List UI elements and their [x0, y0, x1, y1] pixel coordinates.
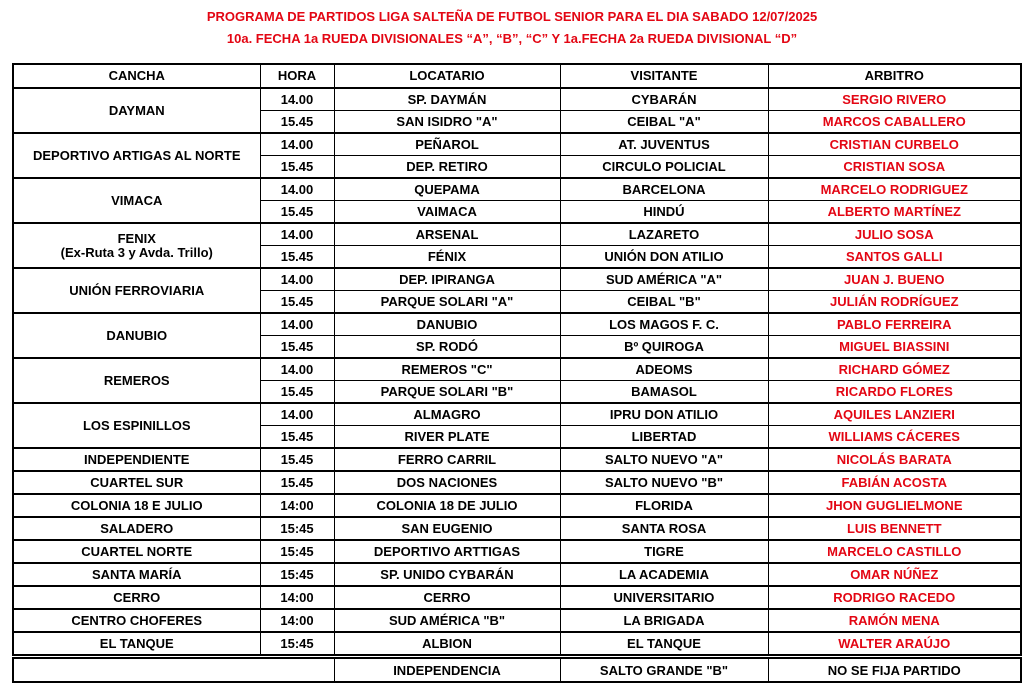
- table-row: [13, 517, 1021, 540]
- venue-cell: [13, 586, 260, 609]
- venue-cell: [13, 517, 260, 540]
- header-hora: HORA: [260, 64, 334, 88]
- referee: PABLO FERREIRA: [768, 313, 1021, 336]
- venue-cell: [13, 223, 260, 268]
- home-team: RIVER PLATE: [334, 426, 560, 449]
- venue-cell: [13, 494, 260, 517]
- table-row: [13, 268, 1021, 291]
- away-team: SALTO NUEVO "A": [560, 448, 768, 471]
- venue-name: CUARTEL SUR: [90, 474, 184, 490]
- away-team: LIBERTAD: [560, 426, 768, 449]
- venue-name: DEPORTIVO ARTIGAS AL NORTE: [32, 147, 241, 163]
- referee: MIGUEL BIASSINI: [768, 336, 1021, 359]
- match-time: 15.45: [260, 246, 334, 269]
- match-time: 14.00: [260, 313, 334, 336]
- venue-cell: [13, 471, 260, 494]
- referee: JULIÁN RODRÍGUEZ: [768, 291, 1021, 314]
- match-time: 15.45: [260, 111, 334, 134]
- home-team: REMEROS "C": [334, 358, 560, 381]
- header-arbitro: ARBITRO: [768, 64, 1021, 88]
- free-match-visitante: SALTO GRANDE "B": [560, 658, 768, 682]
- referee: FABIÁN ACOSTA: [768, 471, 1021, 494]
- match-time: 14.00: [260, 223, 334, 246]
- away-team: IPRU DON ATILIO: [560, 403, 768, 426]
- table-row: [13, 178, 1021, 201]
- away-team: CYBARÁN: [560, 88, 768, 111]
- venue-cell: [13, 632, 260, 655]
- home-team: SP. UNIDO CYBARÁN: [334, 563, 560, 586]
- referee: WILLIAMS CÁCERES: [768, 426, 1021, 449]
- referee: CRISTIAN CURBELO: [768, 133, 1021, 156]
- schedule-table: [12, 63, 1022, 656]
- home-team: ARSENAL: [334, 223, 560, 246]
- referee: JHON GUGLIELMONE: [768, 494, 1021, 517]
- venue-name: FENIX: [117, 230, 156, 246]
- referee: RODRIGO RACEDO: [768, 586, 1021, 609]
- referee: JUAN J. BUENO: [768, 268, 1021, 291]
- match-time: 14.00: [260, 268, 334, 291]
- table-row: [13, 403, 1021, 426]
- referee: SANTOS GALLI: [768, 246, 1021, 269]
- referee: CRISTIAN SOSA: [768, 156, 1021, 179]
- match-time: 15:45: [260, 540, 334, 563]
- venue-name: VIMACA: [111, 192, 163, 208]
- match-time: 15.45: [260, 381, 334, 404]
- match-time: 14:00: [260, 586, 334, 609]
- table-row: [13, 448, 1021, 471]
- match-time: 14:00: [260, 609, 334, 632]
- header-cancha: CANCHA: [13, 64, 260, 88]
- referee: RICARDO FLORES: [768, 381, 1021, 404]
- venue-cell: [13, 268, 260, 313]
- referee: OMAR NÚÑEZ: [768, 563, 1021, 586]
- venue-cell: [13, 358, 260, 403]
- referee: RAMÓN MENA: [768, 609, 1021, 632]
- venue-name: CUARTEL NORTE: [81, 543, 193, 559]
- free-match-note: NO SE FIJA PARTIDO: [768, 658, 1021, 682]
- table-row: [13, 471, 1021, 494]
- venue-name: INDEPENDIENTE: [84, 451, 190, 467]
- home-team: SP. RODÓ: [334, 336, 560, 359]
- home-team: DEP. IPIRANGA: [334, 268, 560, 291]
- venue-cell: [13, 403, 260, 448]
- away-team: SANTA ROSA: [560, 517, 768, 540]
- referee: RICHARD GÓMEZ: [768, 358, 1021, 381]
- venue-cell: [13, 88, 260, 133]
- home-team: DEP. RETIRO: [334, 156, 560, 179]
- match-time: 15.45: [260, 291, 334, 314]
- table-row: [13, 563, 1021, 586]
- match-time: 15.45: [260, 201, 334, 224]
- table-row: [13, 632, 1021, 655]
- venue-name: COLONIA 18 E JULIO: [70, 497, 203, 513]
- document-subtitle: 10a. FECHA 1a RUEDA DIVISIONALES “A”, “B”, “C” Y 1a.FECHA 2a RUEDA DIVISIONAL “D”: [226, 31, 798, 46]
- match-time: 15:45: [260, 517, 334, 540]
- home-team: SAN EUGENIO: [334, 517, 560, 540]
- home-team: PARQUE SOLARI "A": [334, 291, 560, 314]
- venue-name: UNIÓN FERROVIARIA: [69, 282, 205, 298]
- home-team: SP. DAYMÁN: [334, 88, 560, 111]
- away-team: UNIVERSITARIO: [560, 586, 768, 609]
- home-team: VAIMACA: [334, 201, 560, 224]
- venue-address: (Ex-Ruta 3 y Avda. Trillo): [60, 244, 213, 260]
- referee: NICOLÁS BARATA: [768, 448, 1021, 471]
- match-time: 15.45: [260, 336, 334, 359]
- away-team: SUD AMÉRICA "A": [560, 268, 768, 291]
- referee: MARCOS CABALLERO: [768, 111, 1021, 134]
- header-row: [13, 64, 1021, 88]
- header-visitante: VISITANTE: [560, 64, 768, 88]
- referee: ALBERTO MARTÍNEZ: [768, 201, 1021, 224]
- table-row: [13, 358, 1021, 381]
- venue-cell: [13, 563, 260, 586]
- match-time: 14.00: [260, 178, 334, 201]
- venue-cell: [13, 178, 260, 223]
- match-time: 15.45: [260, 156, 334, 179]
- venue-name: SANTA MARÍA: [91, 566, 182, 582]
- venue-name: DANUBIO: [106, 327, 168, 343]
- table-row: [13, 133, 1021, 156]
- home-team: CERRO: [334, 586, 560, 609]
- referee: MARCELO CASTILLO: [768, 540, 1021, 563]
- free-match-table: [12, 657, 1022, 683]
- table-row: [13, 88, 1021, 111]
- free-match-row: [13, 658, 1021, 682]
- home-team: DOS NACIONES: [334, 471, 560, 494]
- free-match-cancha: [13, 658, 334, 682]
- referee: LUIS BENNETT: [768, 517, 1021, 540]
- home-team: DEPORTIVO ARTTIGAS: [334, 540, 560, 563]
- away-team: CEIBAL "B": [560, 291, 768, 314]
- home-team: PARQUE SOLARI "B": [334, 381, 560, 404]
- venue-name: DAYMAN: [108, 102, 165, 118]
- table-row: [13, 586, 1021, 609]
- venue-cell: [13, 133, 260, 178]
- match-time: 15.45: [260, 448, 334, 471]
- away-team: BAMASOL: [560, 381, 768, 404]
- home-team: QUEPAMA: [334, 178, 560, 201]
- match-time: 14:00: [260, 494, 334, 517]
- away-team: FLORIDA: [560, 494, 768, 517]
- schedule-body: [13, 88, 1021, 655]
- venue-name: CERRO: [113, 589, 161, 605]
- home-team: FÉNIX: [334, 246, 560, 269]
- referee: MARCELO RODRIGUEZ: [768, 178, 1021, 201]
- away-team: LAZARETO: [560, 223, 768, 246]
- away-team: TIGRE: [560, 540, 768, 563]
- away-team: ADEOMS: [560, 358, 768, 381]
- table-row: [13, 313, 1021, 336]
- header-locatario: LOCATARIO: [334, 64, 560, 88]
- table-row: [13, 223, 1021, 246]
- away-team: LA ACADEMIA: [560, 563, 768, 586]
- away-team: SALTO NUEVO "B": [560, 471, 768, 494]
- away-team: CIRCULO POLICIAL: [560, 156, 768, 179]
- venue-name: LOS ESPINILLOS: [82, 417, 191, 433]
- away-team: CEIBAL "A": [560, 111, 768, 134]
- venue-name: REMEROS: [103, 372, 170, 388]
- home-team: PEÑAROL: [334, 133, 560, 156]
- away-team: AT. JUVENTUS: [560, 133, 768, 156]
- venue-cell: [13, 609, 260, 632]
- venue-cell: [13, 448, 260, 471]
- away-team: Bº QUIROGA: [560, 336, 768, 359]
- home-team: FERRO CARRIL: [334, 448, 560, 471]
- referee: JULIO SOSA: [768, 223, 1021, 246]
- home-team: ALBION: [334, 632, 560, 655]
- venue-cell: [13, 313, 260, 358]
- match-time: 14.00: [260, 88, 334, 111]
- away-team: UNIÓN DON ATILIO: [560, 246, 768, 269]
- referee: WALTER ARAÚJO: [768, 632, 1021, 655]
- match-time: 15.45: [260, 426, 334, 449]
- table-row: [13, 609, 1021, 632]
- match-time: 15.45: [260, 471, 334, 494]
- venue-name: SALADERO: [100, 520, 174, 536]
- match-time: 15:45: [260, 632, 334, 655]
- match-time: 15:45: [260, 563, 334, 586]
- away-team: LOS MAGOS F. C.: [560, 313, 768, 336]
- table-row: [13, 494, 1021, 517]
- referee: SERGIO RIVERO: [768, 88, 1021, 111]
- table-row: [13, 540, 1021, 563]
- venue-cell: [13, 540, 260, 563]
- home-team: SUD AMÉRICA "B": [334, 609, 560, 632]
- document-title: PROGRAMA DE PARTIDOS LIGA SALTEÑA DE FUTBOL SENIOR PARA EL DIA SABADO 12/07/2025: [206, 9, 818, 24]
- referee: AQUILES LANZIERI: [768, 403, 1021, 426]
- away-team: BARCELONA: [560, 178, 768, 201]
- away-team: LA BRIGADA: [560, 609, 768, 632]
- home-team: COLONIA 18 DE JULIO: [334, 494, 560, 517]
- venue-name: CENTRO CHOFERES: [71, 612, 203, 628]
- venue-name: EL TANQUE: [99, 635, 174, 651]
- home-team: ALMAGRO: [334, 403, 560, 426]
- home-team: SAN ISIDRO "A": [334, 111, 560, 134]
- match-time: 14.00: [260, 358, 334, 381]
- away-team: HINDÚ: [560, 201, 768, 224]
- away-team: EL TANQUE: [560, 632, 768, 655]
- free-match-locatario: INDEPENDENCIA: [334, 658, 560, 682]
- home-team: DANUBIO: [334, 313, 560, 336]
- match-time: 14.00: [260, 403, 334, 426]
- match-time: 14.00: [260, 133, 334, 156]
